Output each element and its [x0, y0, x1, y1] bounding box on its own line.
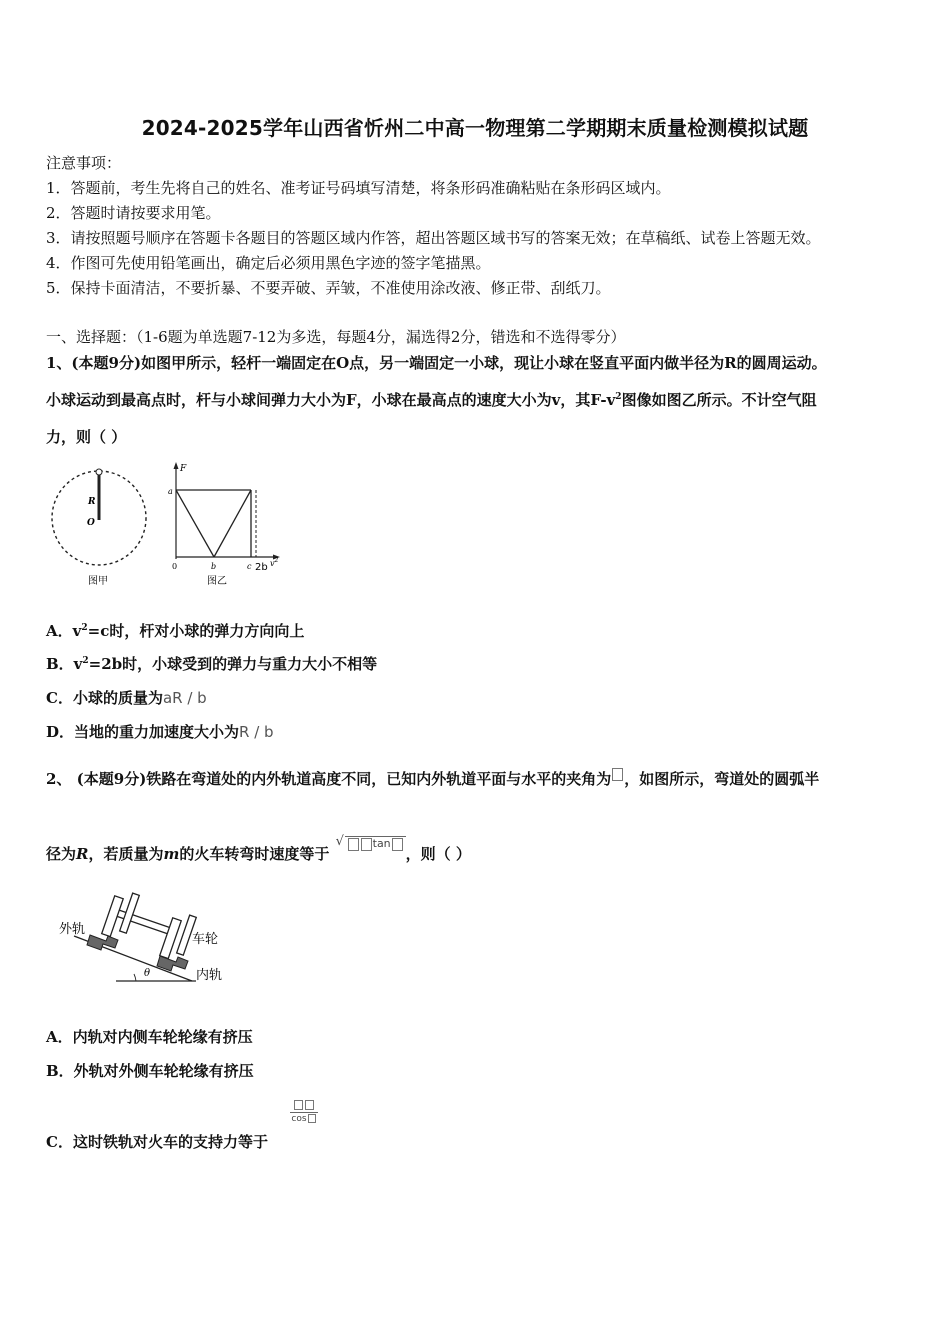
- notice-item: 5．保持卡面清洁，不要折暴、不要弄破、弄皱，不准使用涂改液、修正带、刮纸刀。: [46, 279, 611, 297]
- label-wheel: 车轮: [192, 932, 219, 947]
- tan-text: tan: [372, 837, 391, 850]
- q1-stem-text: 图像如图乙所示。不计空气阻: [621, 391, 817, 409]
- q1-stem-text: 小球运动到最高点时，杆与小球间弹力大小为F，小球在最高点的速度大小为v，其F-v: [46, 391, 616, 409]
- label-v2: [270, 557, 279, 568]
- option-text: C．小球的质量为: [46, 689, 163, 707]
- q2-stem-text: ，若质量为: [88, 845, 164, 863]
- q2-option-c: C．这时铁轨对火车的支持力等于: [46, 1133, 268, 1151]
- option-text: =c时，杆对小球的弹力方向向上: [87, 622, 305, 640]
- label-v-sup: 2: [274, 557, 279, 564]
- q2-stem-line2: [46, 834, 471, 864]
- q1-stem-sup: 2: [615, 392, 622, 402]
- label-theta: θ: [144, 968, 151, 979]
- q2-rail-figure: [56, 888, 232, 984]
- label-a: a: [168, 487, 173, 496]
- option-sup: 2: [82, 656, 89, 666]
- label-c: c: [247, 562, 252, 571]
- q1-option-b: [46, 653, 377, 674]
- ball: [96, 469, 102, 475]
- label-v: v: [270, 559, 275, 568]
- label-zero: 0: [172, 562, 178, 571]
- q2-stem-text: 径为: [46, 845, 77, 863]
- q2-option-a: A．内轨对内侧车轮轮缘有挤压: [46, 1028, 253, 1046]
- y-axis-arrow: [174, 462, 179, 469]
- label-b: b: [211, 562, 217, 571]
- option-text: =2b时，小球受到的弹力与重力大小不相等: [88, 655, 378, 673]
- line-descend: [176, 490, 214, 557]
- line-ascend: [214, 490, 251, 557]
- sqrt-sign-icon: √: [335, 834, 344, 849]
- q2-stem-text: 的火车转弯时速度等于: [179, 845, 330, 863]
- label-O: O: [87, 518, 95, 528]
- outer-rail: [87, 935, 118, 950]
- fig-jia-label: 图甲: [88, 576, 108, 587]
- q2-stem-text: ，如图所示，弯道处的圆弧半: [624, 770, 820, 788]
- q1-option-c: [46, 687, 207, 708]
- q1-option-a: [46, 620, 304, 641]
- option-text: D．当地的重力加速度大小为: [46, 723, 240, 741]
- option-formula: R / b: [239, 723, 274, 741]
- q2-option-b: B．外轨对外侧车轮轮缘有挤压: [46, 1062, 254, 1080]
- label-2b: 2b: [255, 562, 268, 573]
- sqrt-formula: [335, 834, 406, 851]
- q2-symbol-m: m: [163, 845, 180, 863]
- placeholder-icon: [361, 838, 372, 851]
- placeholder-icon: [392, 838, 403, 851]
- notice-item: 1．答题前，考生先将自己的姓名、准考证号码填写清楚，将条形码准确粘贴在条形码区域内。: [46, 179, 671, 197]
- option-sup: 2: [81, 623, 88, 633]
- label-inner-rail: 内轨: [196, 968, 223, 983]
- theta-placeholder-icon: [612, 768, 623, 781]
- q1-figure: [44, 458, 292, 592]
- label-R: R: [88, 497, 96, 507]
- q2-stem-text: ，则（ ）: [405, 845, 471, 863]
- q1-stem-line2: [46, 389, 817, 410]
- option-formula: aR / b: [162, 689, 207, 707]
- fig-yi-label: 图乙: [207, 576, 227, 587]
- placeholder-icon: [308, 1114, 316, 1123]
- placeholder-icon: [305, 1100, 314, 1110]
- option-text: A．v: [46, 622, 82, 640]
- placeholder-icon: [348, 838, 359, 851]
- q2-stem-text: 2、 (本题9分)铁路在弯道处的内外轨道高度不同，已知内外轨道平面与水平的夹角为: [46, 770, 612, 788]
- notice-item: 2．答题时请按要求用笔。: [46, 204, 221, 222]
- option-text: B．v: [46, 655, 83, 673]
- label-outer-rail: 外轨: [59, 922, 86, 937]
- angle-arc: [134, 974, 136, 981]
- fraction-denominator: [290, 1113, 318, 1124]
- q1-stem-line1: 1、(本题9分)如图甲所示，轻杆一端固定在O点，另一端固定一小球，现让小球在竖直平面内做半径为R的圆周运动。: [46, 354, 827, 372]
- notice-item: 3．请按照题号顺序在答题卡各题目的答题区域内作答，超出答题区域书写的答案无效；在草稿纸、试卷上答题无效。: [46, 229, 821, 247]
- q1-option-d: [46, 721, 274, 742]
- q2-symbol-R: R: [76, 845, 89, 863]
- placeholder-icon: [294, 1100, 303, 1110]
- label-F: F: [180, 464, 187, 474]
- q2-stem-line1: [46, 768, 819, 789]
- q1-stem-line3: 力，则（ ）: [46, 428, 127, 446]
- fraction-formula: [290, 1100, 318, 1124]
- section-heading: 一、选择题：（1-6题为单选题7-12为多选，每题4分，漏选得2分，错选和不选得零分）: [46, 328, 626, 346]
- fraction-numerator: [290, 1100, 318, 1113]
- cos-text: cos: [291, 1113, 307, 1124]
- notice-item: 4．作图可先使用铅笔画出，确定后必须用黑色字迹的签字笔描黑。: [46, 254, 491, 272]
- page-title: 2024-2025学年山西省忻州二中高一物理第二学期期末质量检测模拟试题: [141, 116, 809, 140]
- notice-heading: 注意事项：: [46, 154, 122, 172]
